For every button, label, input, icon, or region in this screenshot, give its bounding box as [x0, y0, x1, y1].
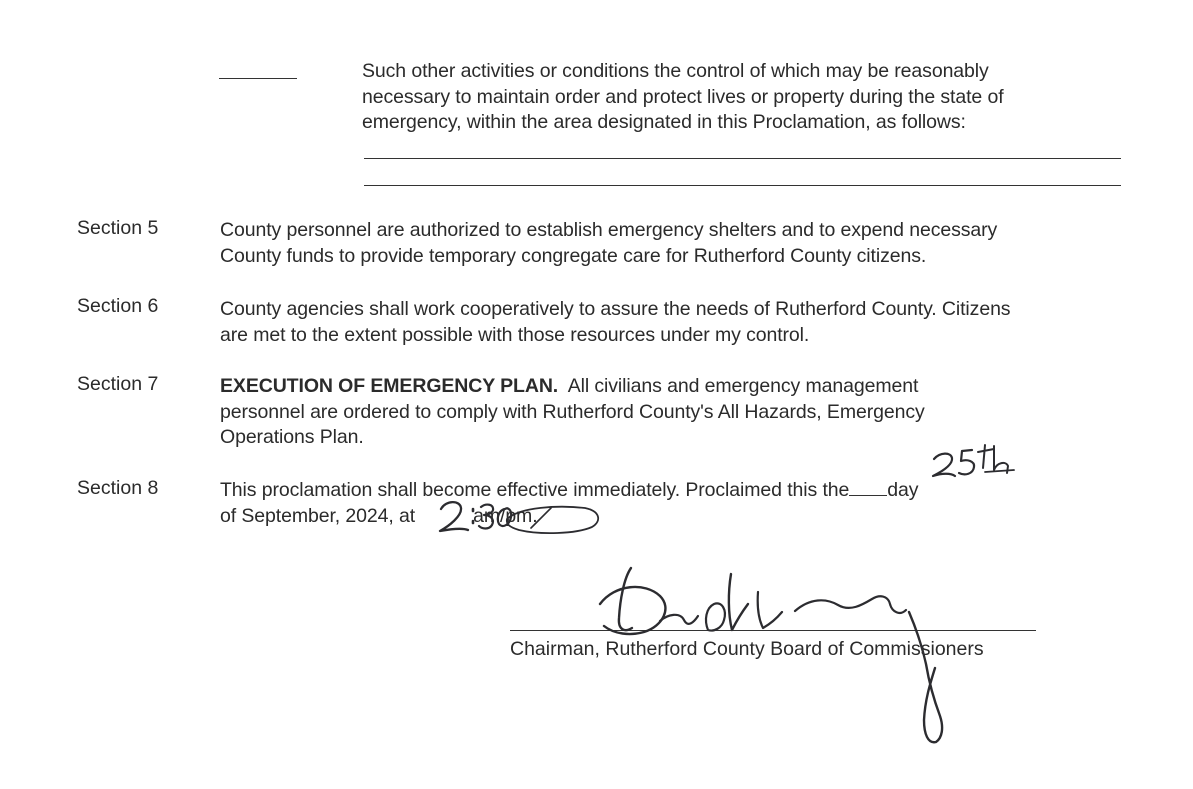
intro-line: Such other activities or conditions the control of which may be reasonably — [362, 60, 989, 82]
section-5-line: County funds to provide temporary congregate care for Rutherford County citizens. — [220, 244, 927, 267]
am-pm-option: am/pm. — [473, 504, 538, 527]
section-8-line2-text: of September, 2024, at — [220, 504, 416, 527]
section-6-line: are met to the extent possible with those resources under my control. — [220, 323, 810, 346]
section-7-heading: EXECUTION OF EMERGENCY PLAN. — [220, 375, 559, 397]
intro-line: necessary to maintain order and protect lives or property during the state of — [362, 85, 1004, 108]
section-8-day-word: day — [887, 479, 919, 501]
chairman-signature — [600, 568, 942, 742]
section-8-line1-text: This proclamation shall become effective immediately. Proclaimed this the — [220, 479, 850, 501]
section-5-label: Section 5 — [77, 217, 159, 239]
section-7-label: Section 7 — [77, 373, 159, 395]
section-6-line: County agencies shall work cooperatively to assure the needs of Rutherford County. Citizens — [220, 298, 1011, 320]
signature-caption: Chairman, Rutherford County Board of Commissioners — [510, 638, 984, 660]
intro-line: emergency, within the area designated in this Proclamation, as follows: — [362, 111, 966, 133]
handwritten-day-25th — [933, 445, 1014, 476]
section-7-line: All civilians and emergency management — [558, 375, 919, 397]
section-7-line: Operations Plan. — [220, 426, 364, 448]
section-6-label: Section 6 — [77, 295, 159, 317]
am-circle-mark — [507, 507, 598, 533]
section-8-label: Section 8 — [77, 477, 159, 499]
section-7-line: personnel are ordered to comply with Rutherford County's All Hazards, Emergency — [220, 400, 925, 423]
handwritten-time-2-30 — [440, 502, 511, 531]
section-5-line: County personnel are authorized to establish emergency shelters and to expend necessary — [220, 219, 998, 241]
